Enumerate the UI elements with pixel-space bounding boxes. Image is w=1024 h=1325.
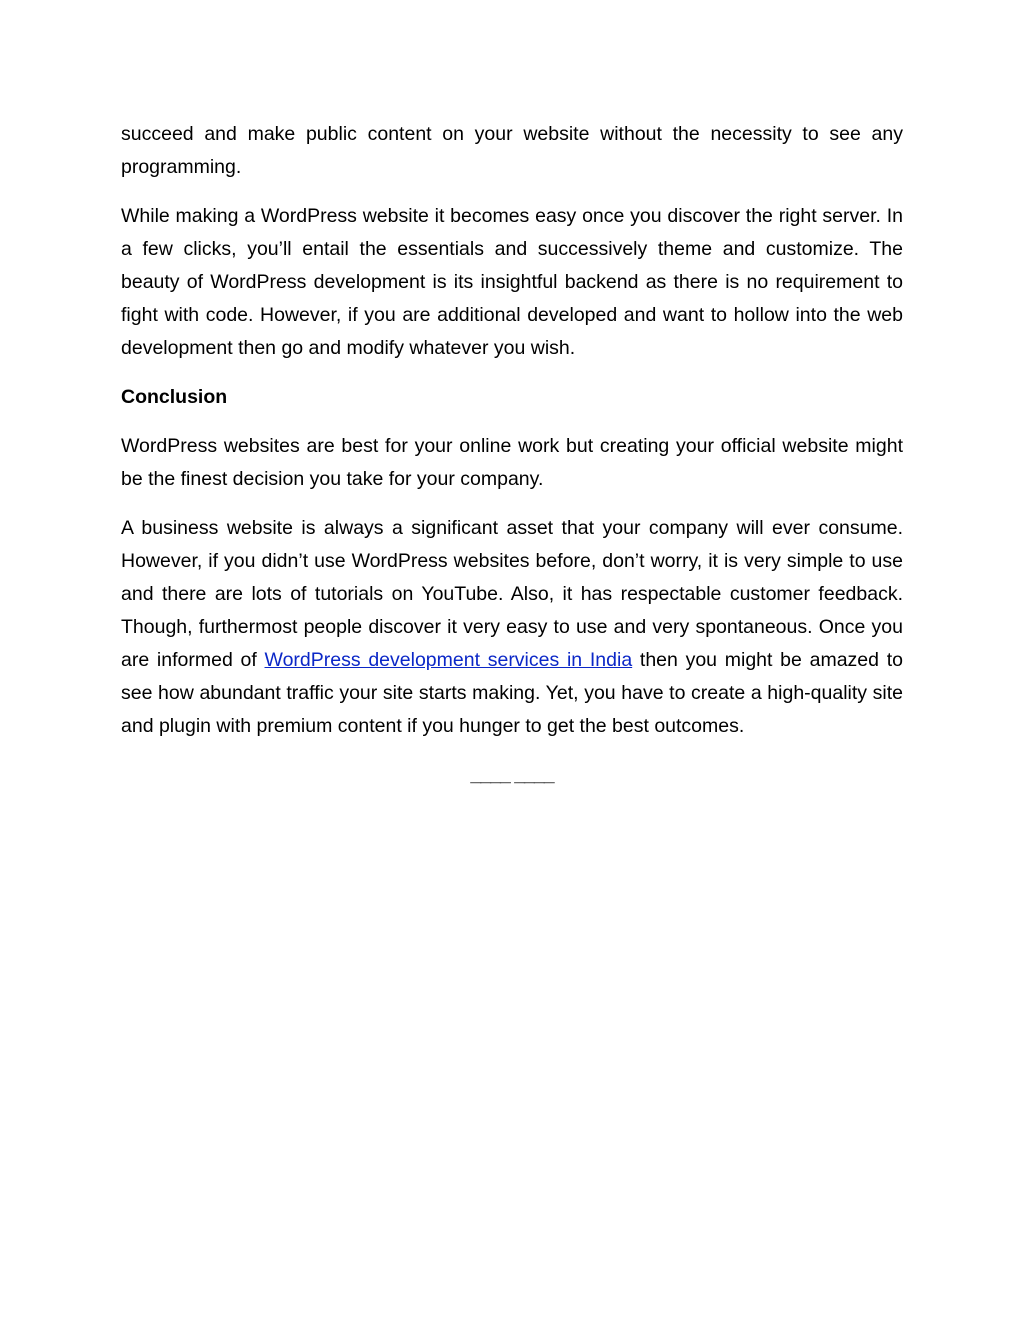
- paragraph-business-website: [121, 512, 903, 743]
- paragraph-text-before-link: A business website is always a significant asset that your company will ever consume. However, if you didn’t use WordPress websites before, don’t worry, it is very simple to use and there are lots of tutorials on YouTube. Also, it has respectable customer feedback. Though, furthermost people discover it very easy to use and very spontaneous. Once you are informed of: [121, 517, 903, 671]
- paragraph-text-after-link: then you might be amazed to see how abundant traffic your site starts making. Yet, you have to create a high-quality site and plugin with premium content if you hunger to get the best outcomes.: [121, 649, 903, 737]
- end-divider: ____ ____: [470, 764, 554, 786]
- conclusion-heading: Conclusion: [121, 386, 228, 408]
- document-page: [121, 118, 903, 792]
- wordpress-development-link[interactable]: WordPress development services in India: [264, 649, 633, 671]
- paragraph-intro: succeed and make public content on your website without the necessity to see any programming.: [121, 123, 903, 178]
- paragraph-wordpress-website: While making a WordPress website it becomes easy once you discover the right server. In a few clicks, you’ll entail the essentials and successively theme and customize. The beauty of WordPress development is its insightful backend as there is no requirement to fight with code. However, if you are additional developed and want to hollow into the web development then go and modify whatever you wish.: [121, 205, 903, 359]
- paragraph-conclusion: WordPress websites are best for your online work but creating your official website might be the finest decision you take for your company.: [121, 435, 903, 490]
